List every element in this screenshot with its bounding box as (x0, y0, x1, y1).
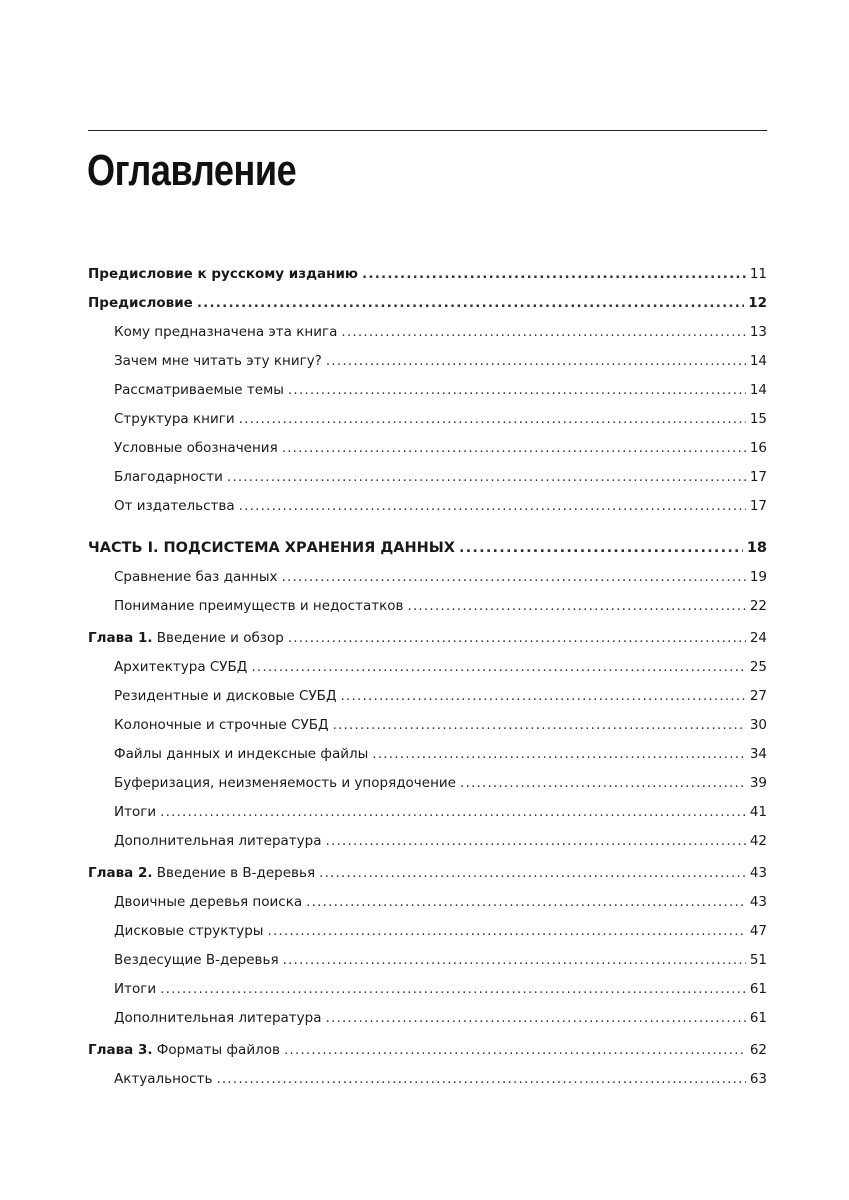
toc-leader-dots (319, 859, 746, 888)
toc-leader-dots (362, 260, 746, 289)
toc-entry-label: Условные обозначения (114, 440, 278, 456)
toc-page-number: 14 (749, 353, 767, 369)
toc-entry-chapter-1[interactable] (88, 624, 767, 653)
chapter-title: Форматы файлов (156, 1042, 280, 1058)
toc-entry[interactable] (88, 318, 767, 347)
toc-entry[interactable] (88, 592, 767, 621)
toc-entry-label: Буферизация, неизменяемость и упорядочение (114, 775, 456, 791)
toc-entry[interactable] (88, 492, 767, 521)
toc-leader-dots (284, 1036, 746, 1065)
toc-leader-dots (251, 653, 745, 682)
toc-entry[interactable] (88, 975, 767, 1004)
toc-page-number: 47 (749, 923, 767, 939)
toc-entry[interactable] (88, 463, 767, 492)
toc-entry-label: Актуальность (114, 1071, 213, 1087)
toc-page-number: 15 (749, 411, 767, 427)
toc-entry-label: Дисковые структуры (114, 923, 264, 939)
toc-entry[interactable] (88, 740, 767, 769)
toc-leader-dots (341, 682, 746, 711)
toc-page-number: 18 (746, 540, 767, 556)
toc-entry-label: Архитектура СУБД (114, 659, 248, 675)
toc-page-number: 14 (749, 382, 767, 398)
toc-entry[interactable] (88, 827, 767, 856)
toc-entry[interactable] (88, 1004, 767, 1033)
toc-entry-label (88, 859, 315, 888)
toc-entry-label: От издательства (114, 498, 235, 514)
chapter-title: Введение в B-деревья (156, 865, 316, 881)
toc-page-number: 13 (749, 324, 767, 340)
toc-leader-dots (239, 492, 746, 521)
toc-entry[interactable] (88, 798, 767, 827)
toc-entry-label: Рассматриваемые темы (114, 382, 284, 398)
toc-entry[interactable] (88, 1065, 767, 1094)
toc-entry-label: Сравнение баз данных (114, 569, 278, 585)
toc-page-number: 17 (749, 498, 767, 514)
toc-entry-label (88, 1036, 280, 1065)
header-rule (88, 130, 767, 131)
toc-page-number: 17 (749, 469, 767, 485)
toc-page-number: 12 (748, 295, 767, 311)
toc-leader-dots (227, 463, 746, 492)
chapter-number: Глава 1. (88, 630, 153, 646)
toc-page-number: 51 (749, 952, 767, 968)
toc-leader-dots (288, 376, 746, 405)
toc-leader-dots (407, 592, 745, 621)
toc-entry-chapter-2[interactable] (88, 859, 767, 888)
toc-page-number: 39 (749, 775, 767, 791)
toc-page-number: 11 (749, 266, 767, 282)
toc-leader-dots (282, 434, 746, 463)
toc-entry[interactable] (88, 711, 767, 740)
toc-entry-label: Файлы данных и индексные файлы (114, 746, 369, 762)
toc-leader-dots (460, 769, 746, 798)
toc-page-number: 63 (749, 1071, 767, 1087)
toc-leader-dots (326, 347, 746, 376)
chapter-title: Введение и обзор (156, 630, 284, 646)
toc-entry[interactable] (88, 405, 767, 434)
toc-page-number: 43 (749, 865, 767, 881)
toc-page-number: 19 (749, 569, 767, 585)
toc-leader-dots (267, 917, 745, 946)
toc-page-number: 62 (749, 1042, 767, 1058)
toc-leader-dots (283, 946, 746, 975)
toc-leader-dots (160, 975, 746, 1004)
toc-leader-dots (326, 827, 746, 856)
toc-page-number: 61 (749, 1010, 767, 1026)
toc-page-number: 25 (749, 659, 767, 675)
toc-leader-dots (459, 534, 743, 563)
toc-leader-dots (239, 405, 746, 434)
chapter-number: Глава 2. (88, 865, 153, 881)
toc-leader-dots (326, 1004, 746, 1033)
toc-page-number: 61 (749, 981, 767, 997)
toc-entry[interactable] (88, 434, 767, 463)
toc-entry-label: Предисловие к русскому изданию (88, 266, 359, 282)
table-of-contents (88, 260, 767, 1094)
toc-page-number: 34 (749, 746, 767, 762)
toc-leader-dots (216, 1065, 745, 1094)
spacer (88, 521, 767, 534)
toc-page-number: 27 (749, 688, 767, 704)
toc-entry-chapter-3[interactable] (88, 1036, 767, 1065)
toc-entry-label: Колоночные и строчные СУБД (114, 717, 329, 733)
toc-entry-label: Благодарности (114, 469, 223, 485)
chapter-number: Глава 3. (88, 1042, 153, 1058)
toc-entry[interactable] (88, 376, 767, 405)
toc-entry[interactable] (88, 946, 767, 975)
toc-entry-label: Предисловие (88, 295, 193, 311)
toc-entry-label: Дополнительная литература (114, 833, 322, 849)
toc-leader-dots (160, 798, 746, 827)
toc-page-number: 41 (749, 804, 767, 820)
toc-entry[interactable] (88, 563, 767, 592)
toc-entry-label: Структура книги (114, 411, 235, 427)
toc-entry-label: Двоичные деревья поиска (114, 894, 303, 910)
toc-entry-preface-ru[interactable] (88, 260, 767, 289)
toc-page-number: 30 (749, 717, 767, 733)
toc-entry-label: Резидентные и дисковые СУБД (114, 688, 337, 704)
page-title: Оглавление (87, 146, 297, 195)
toc-entry-label: ЧАСТЬ I. ПОДСИСТЕМА ХРАНЕНИЯ ДАННЫХ (88, 540, 455, 556)
toc-leader-dots (333, 711, 746, 740)
toc-entry-label: Итоги (114, 804, 157, 820)
toc-leader-dots (288, 624, 746, 653)
toc-entry-preface[interactable] (88, 289, 767, 318)
toc-entry-label: Вездесущие B-деревья (114, 952, 279, 968)
toc-entry[interactable] (88, 653, 767, 682)
toc-leader-dots (197, 289, 744, 318)
toc-leader-dots (306, 888, 746, 917)
toc-entry[interactable] (88, 769, 767, 798)
toc-entry-label: Понимание преимуществ и недостатков (114, 598, 404, 614)
toc-leader-dots (341, 318, 745, 347)
toc-leader-dots (372, 740, 746, 769)
toc-page-number: 22 (749, 598, 767, 614)
toc-entry[interactable] (88, 917, 767, 946)
toc-entry[interactable] (88, 347, 767, 376)
toc-entry[interactable] (88, 682, 767, 711)
toc-entry-label: Кому предназначена эта книга (114, 324, 338, 340)
toc-leader-dots (282, 563, 746, 592)
toc-entry[interactable] (88, 888, 767, 917)
toc-page-number: 16 (749, 440, 767, 456)
toc-page-number: 43 (749, 894, 767, 910)
toc-entry-label: Итоги (114, 981, 157, 997)
toc-entry-label: Зачем мне читать эту книгу? (114, 353, 322, 369)
toc-page-number: 42 (749, 833, 767, 849)
toc-entry-part-1[interactable] (88, 534, 767, 563)
toc-entry-label: Дополнительная литература (114, 1010, 322, 1026)
toc-entry-label (88, 624, 284, 653)
toc-page-number: 24 (749, 630, 767, 646)
